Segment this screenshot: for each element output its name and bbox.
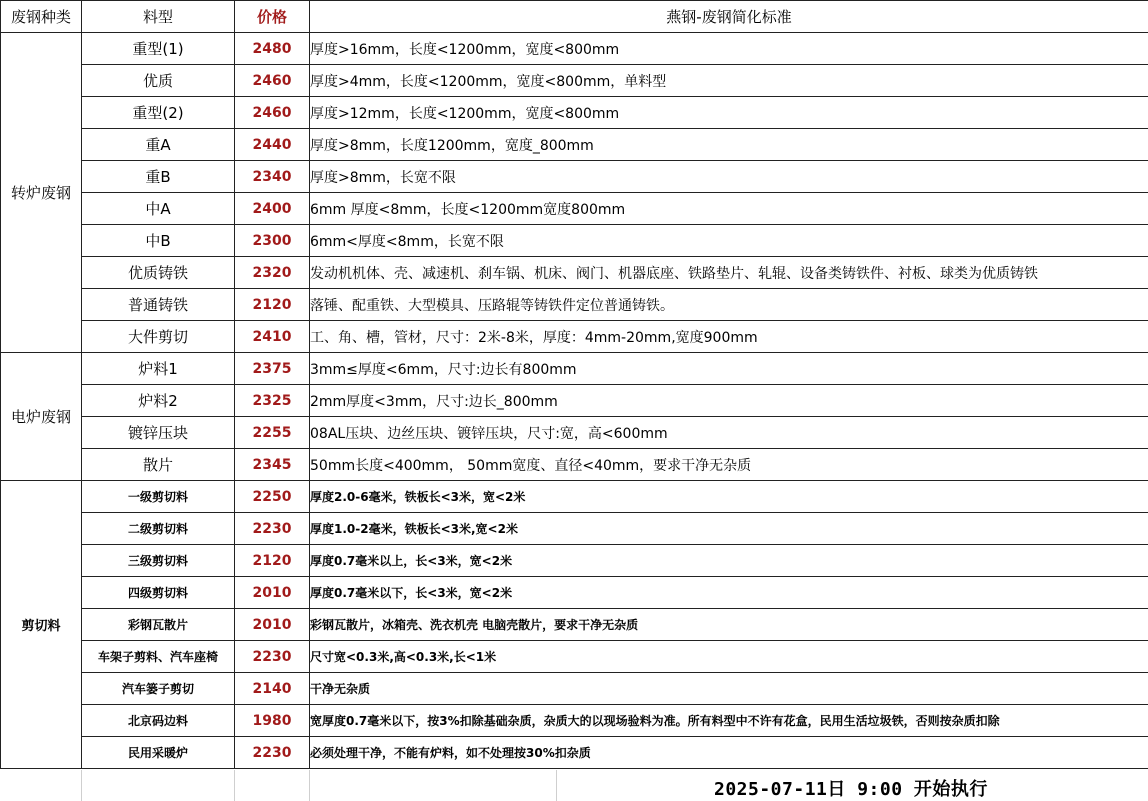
standard-cell: 50mm长度<400mm， 50mm宽度、直径<40mm，要求干净无杂质 — [310, 449, 1148, 481]
table-row — [1, 193, 1148, 225]
grade-cell: 中A — [82, 193, 235, 225]
grade-cell: 普通铸铁 — [82, 289, 235, 321]
standard-cell: 6mm 厚度<8mm，长度<1200mm宽度800mm — [310, 193, 1148, 225]
grade-cell: 优质铸铁 — [82, 257, 235, 289]
price-cell: 2255 — [235, 417, 310, 449]
standard-cell: 宽厚度0.7毫米以下，按3%扣除基础杂质，杂质大的以现场验料为准。所有料型中不许有花盒，民用生活垃圾铁，否则按杂质扣除 — [310, 705, 1148, 737]
standard-cell: 尺寸宽<0.3米,高<0.3米,长<1米 — [310, 641, 1148, 673]
price-cell: 2340 — [235, 161, 310, 193]
table-row — [1, 737, 1148, 769]
table-row — [1, 417, 1148, 449]
grade-cell: 汽车篓子剪切 — [82, 673, 235, 705]
standard-cell: 厚度0.7毫米以上，长<3米，宽<2米 — [310, 545, 1148, 577]
table-row — [1, 545, 1148, 577]
table-row — [1, 129, 1148, 161]
header-grade: 料型 — [82, 1, 235, 33]
price-cell: 2230 — [235, 737, 310, 769]
table-row — [1, 449, 1148, 481]
price-cell: 2300 — [235, 225, 310, 257]
header-category: 废钢种类 — [1, 1, 82, 33]
table-row — [1, 577, 1148, 609]
table-row — [1, 705, 1148, 737]
standard-cell: 干净无杂质 — [310, 673, 1148, 705]
grade-cell: 大件剪切 — [82, 321, 235, 353]
table-row — [1, 385, 1148, 417]
price-cell: 1980 — [235, 705, 310, 737]
header-standard: 燕钢-废钢简化标准 — [310, 1, 1148, 33]
grade-cell: 重型(2) — [82, 97, 235, 129]
grade-cell: 炉料2 — [82, 385, 235, 417]
table-row — [1, 353, 1148, 385]
standard-cell: 厚度>8mm，长度1200mm，宽度_800mm — [310, 129, 1148, 161]
price-cell: 2375 — [235, 353, 310, 385]
grade-cell: 彩钢瓦散片 — [82, 609, 235, 641]
price-cell: 2325 — [235, 385, 310, 417]
table-row — [1, 321, 1148, 353]
category-cell: 剪切料 — [1, 481, 82, 769]
table-row — [1, 609, 1148, 641]
price-cell: 2120 — [235, 545, 310, 577]
standard-cell: 厚度2.0-6毫米，铁板长<3米，宽<2米 — [310, 481, 1148, 513]
category-cell: 转炉废钢 — [1, 33, 82, 353]
grade-cell: 炉料1 — [82, 353, 235, 385]
table-row — [1, 257, 1148, 289]
standard-cell: 工、角、槽，管材，尺寸：2米-8米，厚度：4mm-20mm,宽度900mm — [310, 321, 1148, 353]
standard-cell: 厚度>4mm，长度<1200mm，宽度<800mm，单料型 — [310, 65, 1148, 97]
category-cell: 电炉废钢 — [1, 353, 82, 481]
footer-gridline — [309, 770, 557, 801]
grade-cell: 一级剪切料 — [82, 481, 235, 513]
standard-cell: 必须处理干净，不能有炉料，如不处理按30%扣杂质 — [310, 737, 1148, 769]
footer-gridline — [0, 770, 82, 801]
footer-gridline — [81, 770, 235, 801]
table-row — [1, 225, 1148, 257]
price-cell: 2345 — [235, 449, 310, 481]
standard-cell: 落锤、配重铁、大型模具、压路辊等铸铁件定位普通铸铁。 — [310, 289, 1148, 321]
price-cell: 2250 — [235, 481, 310, 513]
table-row — [1, 513, 1148, 545]
price-cell: 2230 — [235, 513, 310, 545]
standard-cell: 发动机机体、壳、减速机、刹车锅、机床、阀门、机器底座、铁路垫片、轧辊、设备类铸铁件、衬板、球类为优质铸铁 — [310, 257, 1148, 289]
price-cell: 2230 — [235, 641, 310, 673]
grade-cell: 重型(1) — [82, 33, 235, 65]
standard-cell: 3mm≤厚度<6mm，尺寸:边长有800mm — [310, 353, 1148, 385]
header-row — [1, 1, 1148, 33]
grade-cell: 中B — [82, 225, 235, 257]
standard-cell: 6mm<厚度<8mm，长宽不限 — [310, 225, 1148, 257]
grade-cell: 重A — [82, 129, 235, 161]
table-row — [1, 97, 1148, 129]
price-cell: 2460 — [235, 65, 310, 97]
standard-cell: 厚度1.0-2毫米，铁板长<3米,宽<2米 — [310, 513, 1148, 545]
grade-cell: 镀锌压块 — [82, 417, 235, 449]
grade-cell: 民用采暖炉 — [82, 737, 235, 769]
grade-cell: 散片 — [82, 449, 235, 481]
grade-cell: 重B — [82, 161, 235, 193]
table-row — [1, 65, 1148, 97]
table-row — [1, 641, 1148, 673]
standard-cell: 厚度>8mm，长宽不限 — [310, 161, 1148, 193]
table-row — [1, 289, 1148, 321]
table-row — [1, 33, 1148, 65]
table-row — [1, 673, 1148, 705]
price-cell: 2460 — [235, 97, 310, 129]
footer-gridline — [234, 770, 310, 801]
standard-cell: 厚度0.7毫米以下，长<3米，宽<2米 — [310, 577, 1148, 609]
standard-cell: 厚度>16mm，长度<1200mm，宽度<800mm — [310, 33, 1148, 65]
price-cell: 2400 — [235, 193, 310, 225]
price-cell: 2410 — [235, 321, 310, 353]
table-row — [1, 481, 1148, 513]
grade-cell: 优质 — [82, 65, 235, 97]
grade-cell: 四级剪切料 — [82, 577, 235, 609]
grade-cell: 北京码边料 — [82, 705, 235, 737]
grade-cell: 三级剪切料 — [82, 545, 235, 577]
price-cell: 2320 — [235, 257, 310, 289]
price-cell: 2120 — [235, 289, 310, 321]
effective-date: 2025-07-11日 9:00 开始执行 — [714, 779, 988, 800]
grade-cell: 车架子剪料、汽车座椅 — [82, 641, 235, 673]
standard-cell: 厚度>12mm，长度<1200mm，宽度<800mm — [310, 97, 1148, 129]
footer-bar — [0, 770, 1148, 801]
standard-cell: 彩钢瓦散片，冰箱壳、洗衣机壳 电脑壳散片，要求干净无杂质 — [310, 609, 1148, 641]
grade-cell: 二级剪切料 — [82, 513, 235, 545]
price-cell: 2480 — [235, 33, 310, 65]
price-cell: 2010 — [235, 577, 310, 609]
price-cell: 2140 — [235, 673, 310, 705]
table-row — [1, 161, 1148, 193]
header-price: 价格 — [235, 1, 310, 33]
standard-cell: 08AL压块、边丝压块、镀锌压块，尺寸:宽，高<600mm — [310, 417, 1148, 449]
price-cell: 2010 — [235, 609, 310, 641]
price-cell: 2440 — [235, 129, 310, 161]
standard-cell: 2mm厚度<3mm，尺寸:边长_800mm — [310, 385, 1148, 417]
